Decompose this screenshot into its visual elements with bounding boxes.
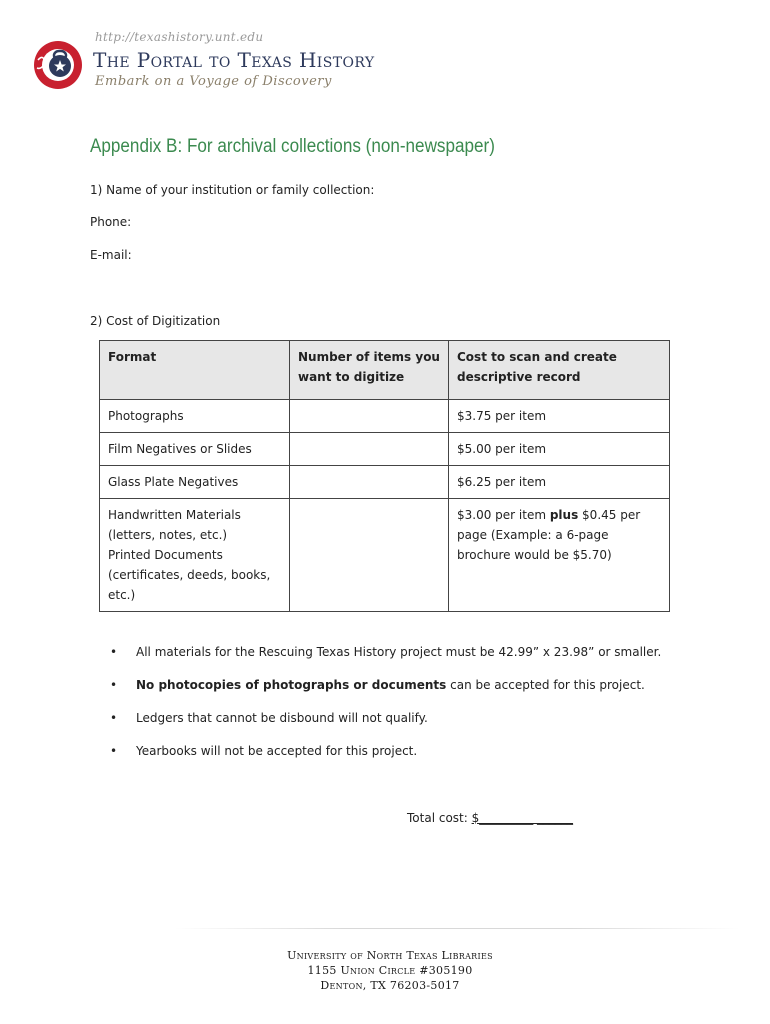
bullet-text: Ledgers that cannot be disbound will not qualify. xyxy=(136,711,428,725)
cost-cell: $3.75 per item xyxy=(449,400,670,433)
cost-suffix: $0.45 per page xyxy=(457,508,641,542)
cost-prefix: $3.00 per item xyxy=(457,508,550,522)
email-field-label: E-mail: xyxy=(90,248,132,262)
header-count: Number of items you want to digitize xyxy=(290,341,449,400)
appendix-title: Appendix B: For archival collections (non-newspaper) xyxy=(90,136,495,157)
cost-cell: $6.25 per item xyxy=(449,466,670,499)
footer-line: 1155 Union Circle #305190 xyxy=(307,964,473,977)
cost-cell: $5.00 per item xyxy=(449,433,670,466)
table-row xyxy=(100,400,670,433)
table-row xyxy=(100,499,670,612)
bullet-text: Yearbooks will not be accepted for this project. xyxy=(136,744,418,758)
table-header-row xyxy=(100,341,670,400)
count-cell[interactable] xyxy=(290,433,449,466)
count-cell[interactable] xyxy=(290,400,449,433)
format-line: (certificates, deeds, books, xyxy=(108,568,271,582)
bullet-icon: • xyxy=(110,711,118,725)
cost-example: (Example: a 6-page brochure would be $5.70) xyxy=(457,528,612,562)
list-item xyxy=(108,711,661,744)
list-item xyxy=(108,645,661,678)
count-cell[interactable] xyxy=(290,466,449,499)
total-cost-label: Total cost: xyxy=(407,811,472,825)
cost-plus: plus xyxy=(549,508,579,522)
total-cost-field[interactable]: $_________ ______ xyxy=(471,811,574,825)
header-format: Format xyxy=(100,341,290,400)
bullet-icon: • xyxy=(110,678,118,692)
format-line: Printed Documents xyxy=(108,548,223,562)
total-cost xyxy=(407,811,573,825)
cost-cell xyxy=(449,499,670,612)
format-line: etc.) xyxy=(108,588,136,602)
format-cell: Glass Plate Negatives xyxy=(100,466,290,499)
format-line: Handwritten Materials xyxy=(108,508,241,522)
cost-heading: 2) Cost of Digitization xyxy=(90,314,221,328)
portal-logo-icon xyxy=(33,40,83,90)
count-cell[interactable] xyxy=(290,499,449,612)
requirements-list xyxy=(108,645,661,777)
header-cost: Cost to scan and create descriptive record xyxy=(449,341,670,400)
format-line: (letters, notes, etc.) xyxy=(108,528,228,542)
site-tagline: Embark on a Voyage of Discovery xyxy=(95,74,332,89)
institution-field-label: 1) Name of your institution or family collection: xyxy=(90,183,375,197)
footer-line: University of North Texas Libraries xyxy=(287,949,493,962)
list-item xyxy=(108,744,661,777)
table-row xyxy=(100,433,670,466)
table-row xyxy=(100,466,670,499)
header xyxy=(33,30,453,94)
format-cell: Film Negatives or Slides xyxy=(100,433,290,466)
bullet-text-bold: No photocopies of photographs or documents xyxy=(136,678,447,692)
bullet-text: All materials for the Rescuing Texas History project must be 42.99” x 23.98” or smaller. xyxy=(136,645,662,659)
bullet-icon: • xyxy=(110,645,118,659)
phone-field-label: Phone: xyxy=(90,215,132,229)
bullet-icon: • xyxy=(110,744,118,758)
bullet-text: can be accepted for this project. xyxy=(446,678,645,692)
footer-divider xyxy=(175,928,740,929)
format-cell: Photographs xyxy=(100,400,290,433)
format-cell xyxy=(100,499,290,612)
site-url[interactable]: http://texashistory.unt.edu xyxy=(95,30,264,44)
cost-table xyxy=(99,340,670,612)
footer-address xyxy=(250,948,530,993)
site-title: The Portal to Texas History xyxy=(93,48,375,72)
footer-line: Denton, TX 76203-5017 xyxy=(320,979,460,992)
list-item xyxy=(108,678,661,711)
